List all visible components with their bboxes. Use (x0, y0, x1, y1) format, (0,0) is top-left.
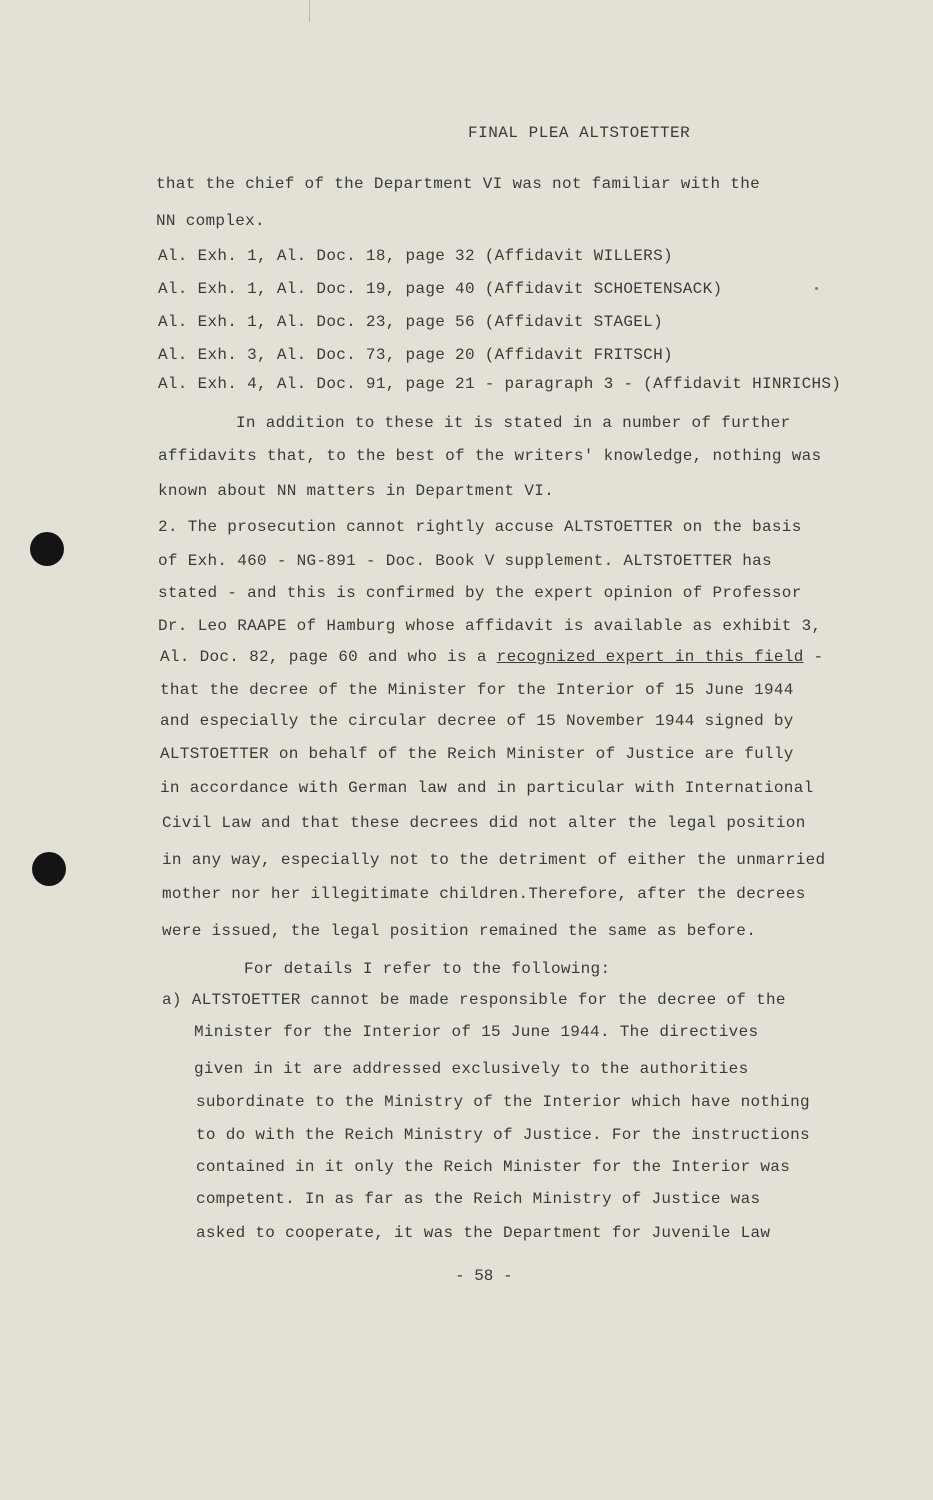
text-line: and especially the circular decree of 15 November 1944 signed by (160, 712, 794, 730)
punch-hole (30, 532, 64, 566)
text-segment: Al. Doc. 82, page 60 and who is a (160, 648, 487, 666)
text-line: that the chief of the Department VI was not familiar with the (156, 175, 760, 193)
text-line: asked to cooperate, it was the Department for Juvenile Law (196, 1224, 771, 1242)
text-line: ALTSTOETTER on behalf of the Reich Minister of Justice are fully (160, 745, 794, 763)
text-line: in accordance with German law and in particular with International (160, 779, 814, 797)
page-header: FINAL PLEA ALTSTOETTER (468, 124, 691, 142)
text-line (160, 648, 823, 666)
text-line: affidavits that, to the best of the writers' knowledge, nothing was (158, 447, 822, 465)
citation-line: Al. Exh. 3, Al. Doc. 73, page 20 (Affidavit FRITSCH) (158, 346, 673, 364)
text-line: known about NN matters in Department VI. (158, 482, 555, 500)
text-line: given in it are addressed exclusively to the authorities (194, 1060, 749, 1078)
text-line: NN complex. (156, 212, 265, 230)
text-line: competent. In as far as the Reich Ministry of Justice was (196, 1190, 761, 1208)
page-number: - 58 - (455, 1267, 513, 1285)
text-line: a) ALTSTOETTER cannot be made responsible for the decree of the (162, 991, 786, 1009)
fold-mark (309, 0, 310, 22)
text-line: that the decree of the Minister for the Interior of 15 June 1944 (160, 681, 794, 699)
citation-line: Al. Exh. 4, Al. Doc. 91, page 21 - paragraph 3 - (Affidavit HINRICHS) (158, 375, 842, 393)
text-line: 2. The prosecution cannot rightly accuse ALTSTOETTER on the basis (158, 518, 802, 536)
text-line: in any way, especially not to the detriment of either the unmarried (162, 851, 826, 869)
text-line: Minister for the Interior of 15 June 1944. The directives (194, 1023, 759, 1041)
citation-line: Al. Exh. 1, Al. Doc. 19, page 40 (Affidavit SCHOETENSACK) (158, 280, 723, 298)
citation-line: Al. Exh. 1, Al. Doc. 18, page 32 (Affidavit WILLERS) (158, 247, 673, 265)
text-line: In addition to these it is stated in a number of further (236, 414, 791, 432)
speck (815, 287, 818, 290)
text-line: were issued, the legal position remained the same as before. (162, 922, 757, 940)
citation-line: Al. Exh. 1, Al. Doc. 23, page 56 (Affidavit STAGEL) (158, 313, 663, 331)
text-line: of Exh. 460 - NG-891 - Doc. Book V supplement. ALTSTOETTER has (158, 552, 772, 570)
text-line: For details I refer to the following: (244, 960, 611, 978)
text-line: subordinate to the Ministry of the Interior which have nothing (196, 1093, 810, 1111)
text-line: Civil Law and that these decrees did not alter the legal position (162, 814, 806, 832)
text-line: mother nor her illegitimate children.Therefore, after the decrees (162, 885, 806, 903)
text-line: stated - and this is confirmed by the expert opinion of Professor (158, 584, 802, 602)
punch-hole (32, 852, 66, 886)
underlined-phrase: recognized expert in this field (496, 648, 804, 666)
text-line: contained in it only the Reich Minister for the Interior was (196, 1158, 791, 1176)
text-line: Dr. Leo RAAPE of Hamburg whose affidavit is available as exhibit 3, (158, 617, 822, 635)
text-segment: - (803, 648, 824, 666)
text-line: to do with the Reich Ministry of Justice. For the instructions (196, 1126, 810, 1144)
